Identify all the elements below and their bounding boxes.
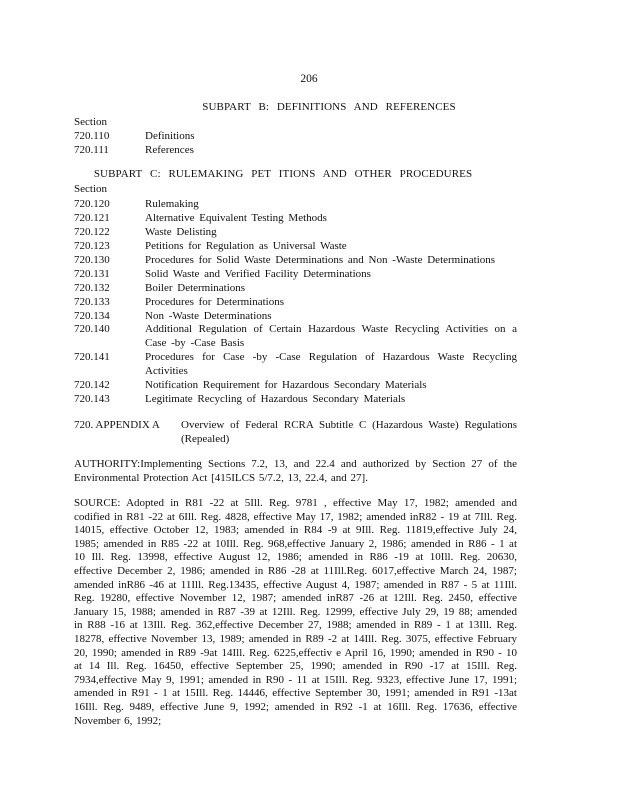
section-title: Petitions for Regulation as Universal Waste — [145, 240, 347, 252]
section-title: Legitimate Recycling of Hazardous Secondary Materials — [145, 393, 406, 405]
section-number: 720.122 — [74, 226, 110, 238]
section-label: Section — [74, 116, 107, 128]
authority-paragraph: AUTHORITY:Implementing Sections 7.2, 13, and 22.4 and authorized by Section 27 of the Environmental Protection Act [415ILCS 5/7.2, 13, 22.4, and 27]. — [74, 458, 517, 484]
section-title: Rulemaking — [145, 198, 199, 210]
section-number: 720.141 — [74, 351, 110, 363]
section-number: 720.142 — [74, 379, 110, 391]
section-number: 720.134 — [74, 310, 110, 322]
section-number: 720.133 — [74, 296, 110, 308]
appendix-number: 720. APPENDIX A — [74, 419, 160, 431]
section-title: Procedures for Determinations — [145, 296, 285, 308]
section-title: Additional Regulation of Certain Hazardous Waste Recycling Activities on a Case -by -Case Basis — [145, 323, 517, 349]
section-number: 720.130 — [74, 254, 110, 266]
section-number: 720.121 — [74, 212, 110, 224]
source-paragraph: SOURCE: Adopted in R81 -22 at 5Ill. Reg. 9781 , effective May 17, 1982; amended and codified in R81 -22 at 6Ill. Reg. 4828, effective May 17, 1982; amended inR82 - 19 at 7Ill. Reg. 14015, effective October 12, 1983; amended in R84 -9 at 9Ill. Reg. 11819,effective July 24, 1985; amended in R85 -22 at 10Ill. Reg. 968,effective January 2, 1986; amended in R86 - 1 at 10 Ill. Reg. 13998, effective August 12, 1986; amended in R86 -19 at 10Ill. Reg. 20630, effective December 2, 1986; amended in R86 -28 at 11Ill.Reg. 6017,effective March 24, 1987; amended inR86 -46 at 11Ill. Reg.13435, effective August 4, 1987; amended in R87 - 5 at 11Ill. Reg. 19280, effective November 12, 1987; amended inR87 -26 at 12Ill. Reg. 2450, effective January 15, 1988; amended in R87 -39 at 12Ill. Reg. 12999, effective July 29, 19 88; amended in R88 -16 at 13Ill. Reg. 362,effective December 27, 1988; amended in R89 - 1 at 13Ill. Reg. 18278, effective November 13, 1989; amended in R89 -2 at 14Ill. Reg. 3075, effective February 20, 1990; amended in R89 -9at 14Ill. Reg. 6225,effectiv e April 16, 1990; amended in R90 - 10 at 14 Ill. Reg. 16450, effective September 25, 1990; amended in R90 -17 at 15Ill. Reg. 7934,effective May 9, 1991; amended in R90 - 11 at 15Ill. Reg. 9323, effective June 17, 1991; amended in R91 - 1 at 15Ill. Reg. 14446, effective September 30, 1991; amended in R91 -13at 16Ill. Reg. 9489, effective June 9, 1992; amended in R92 -1 at 16Ill. Reg. 17636, effective November 6, 1992; — [74, 497, 517, 727]
section-title: Boiler Determinations — [145, 282, 246, 294]
section-title: Waste Delisting — [145, 226, 217, 238]
section-number: 720.120 — [74, 198, 110, 210]
section-title: Definitions — [145, 130, 195, 142]
section-number: 720.143 — [74, 393, 110, 405]
section-number: 720.111 — [74, 144, 109, 156]
section-number: 720.140 — [74, 323, 110, 335]
section-title: Notification Requirement for Hazardous Secondary Materials — [145, 379, 427, 391]
section-number: 720.110 — [74, 130, 110, 142]
subpart-b-heading: SUBPART B: DEFINITIONS AND REFERENCES — [202, 101, 456, 113]
section-title: Solid Waste and Verified Facility Determinations — [145, 268, 371, 280]
section-label: Section — [74, 183, 107, 195]
page-number: 206 — [300, 73, 318, 85]
appendix-title: Overview of Federal RCRA Subtitle C (Hazardous Waste) Regulations (Repealed) — [181, 419, 517, 445]
section-title: Non -Waste Determinations — [145, 310, 272, 322]
section-title: Procedures for Case -by -Case Regulation of Hazardous Waste Recycling Activities — [145, 351, 517, 377]
section-title: Alternative Equivalent Testing Methods — [145, 212, 327, 224]
section-number: 720.132 — [74, 282, 110, 294]
section-number: 720.123 — [74, 240, 110, 252]
section-title: References — [145, 144, 194, 156]
section-number: 720.131 — [74, 268, 110, 280]
subpart-c-heading: SUBPART C: RULEMAKING PET ITIONS AND OTHER PROCEDURES — [93, 168, 473, 180]
section-title: Procedures for Solid Waste Determinations and Non -Waste Determinations — [145, 254, 496, 266]
